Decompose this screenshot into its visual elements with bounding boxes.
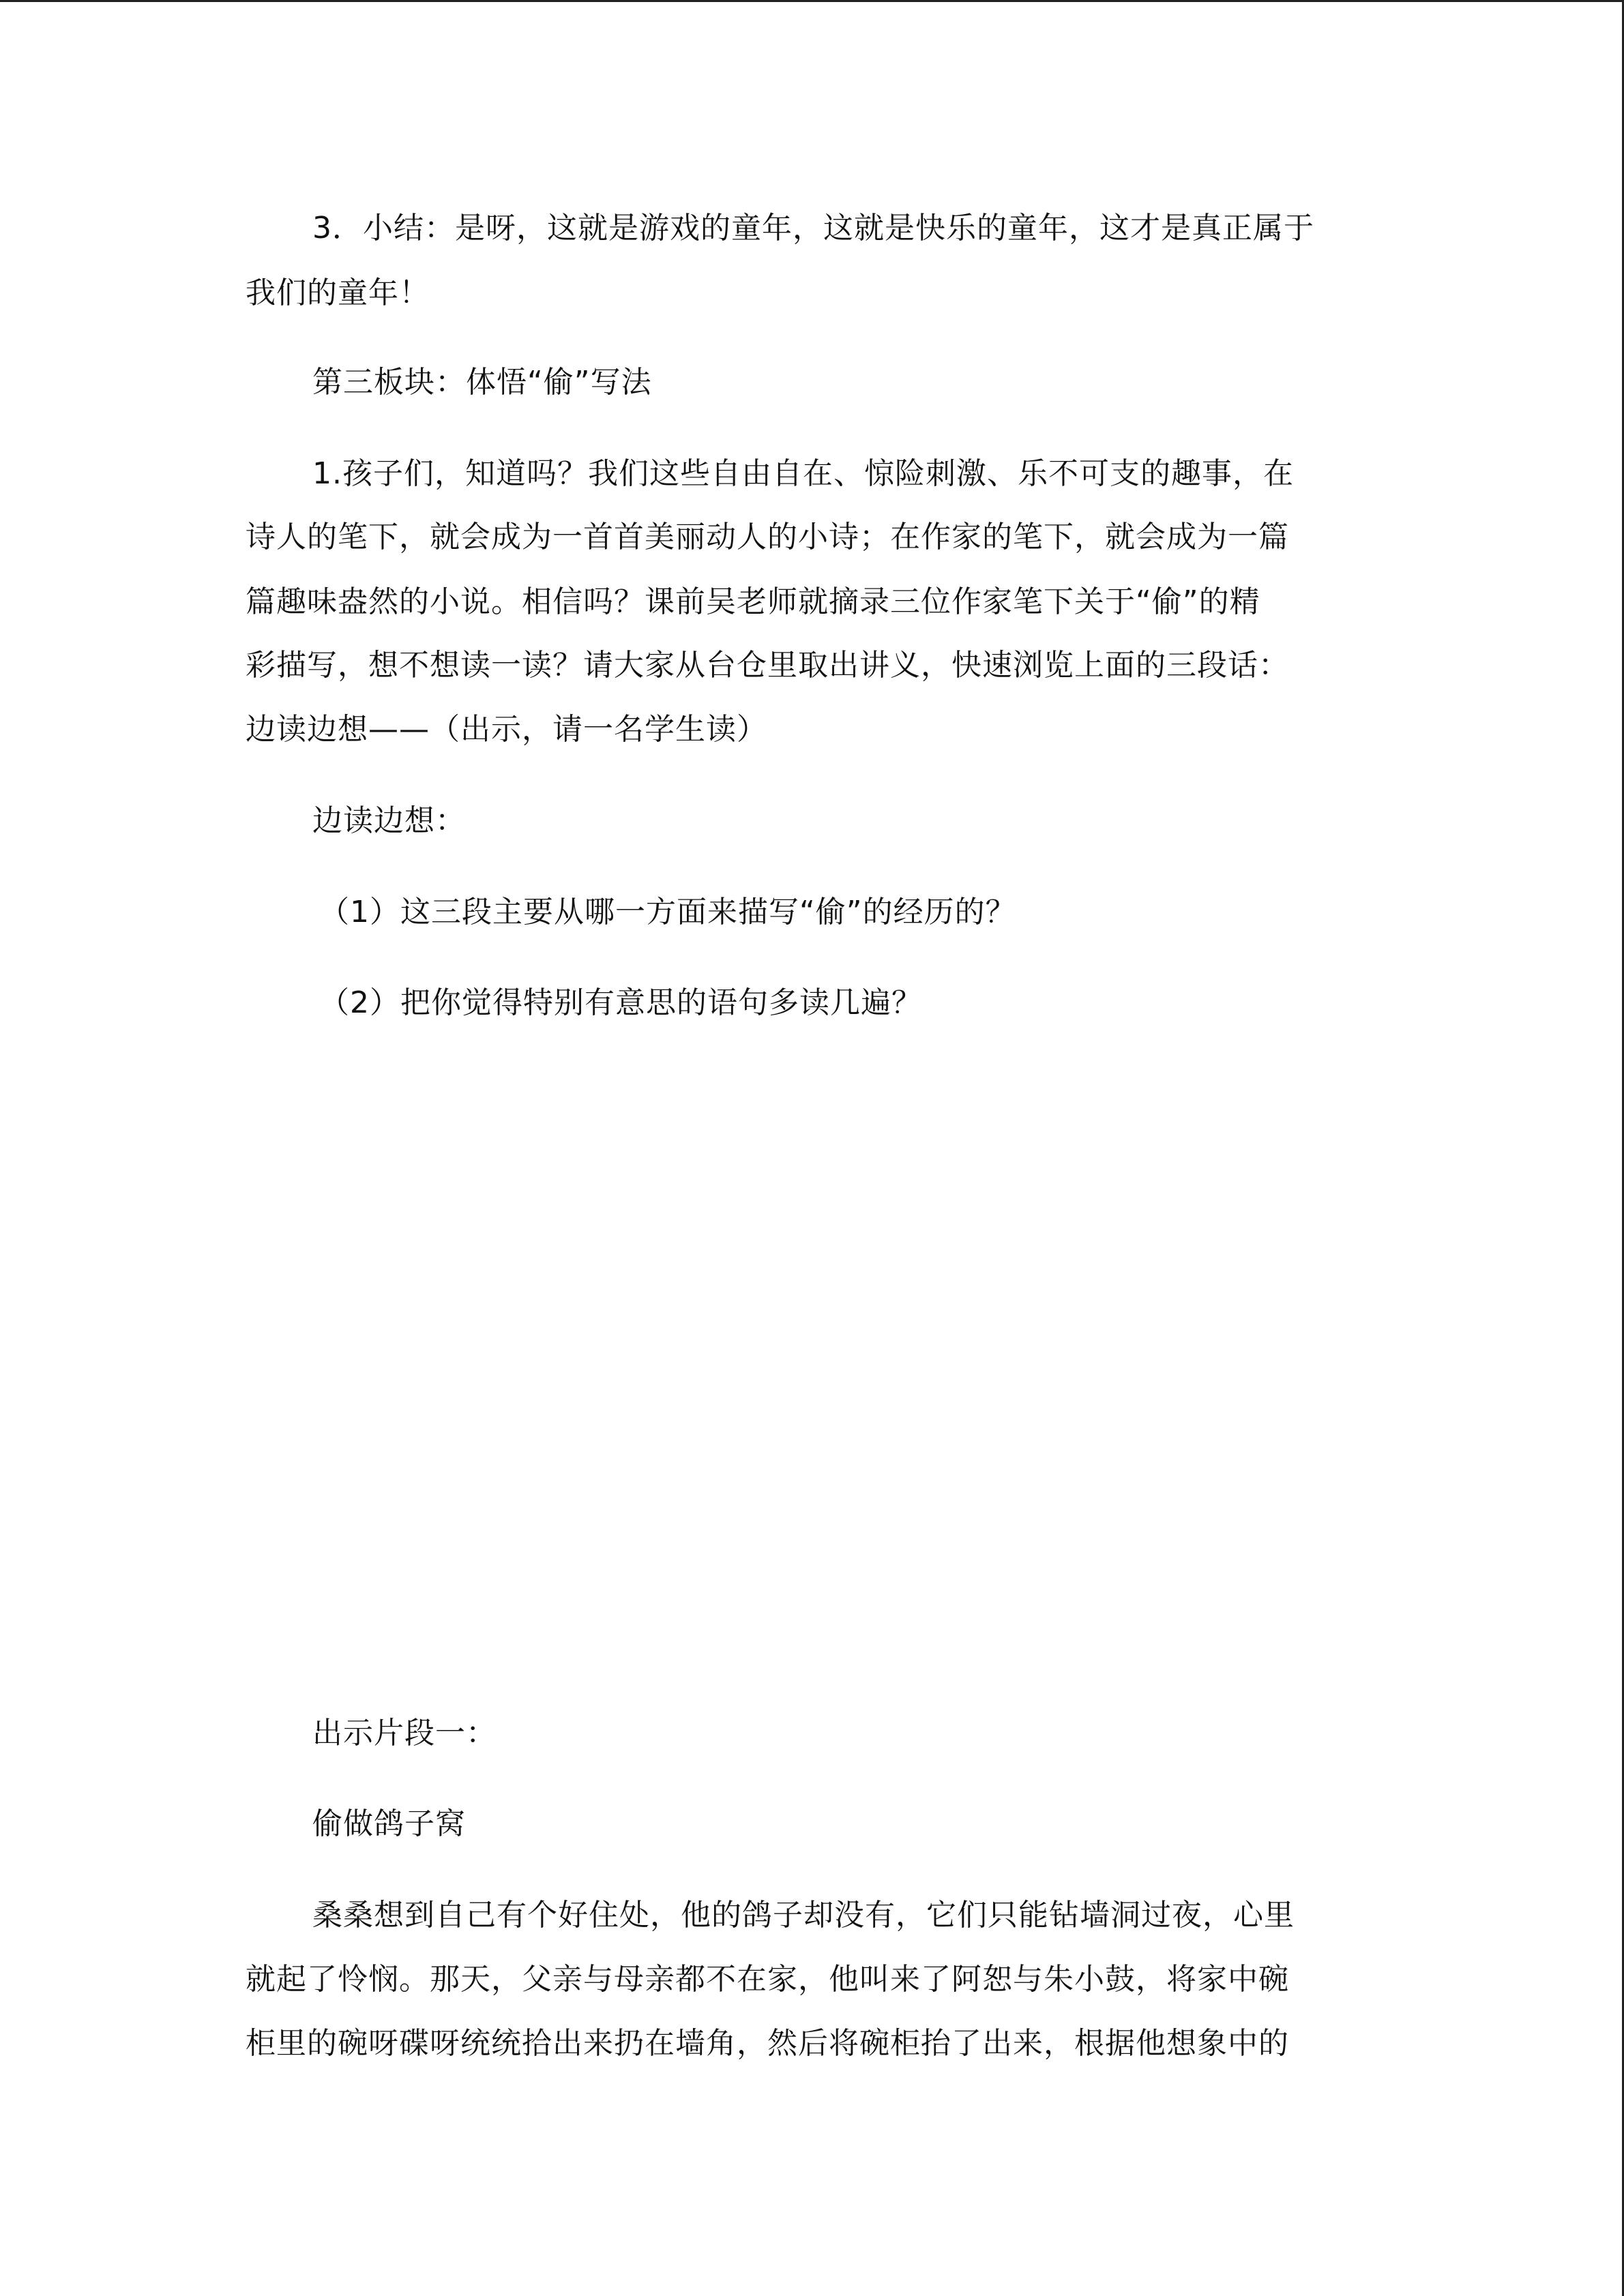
section-heading: 第三板块：体悟“偷”写法: [312, 365, 652, 400]
summary-line-1: 3．小结：是呀，这就是游戏的童年，这就是快乐的童年，这才是真正属于: [312, 211, 1314, 245]
excerpt-line-2: 就起了怜悯。那天，父亲与母亲都不在家，他叫来了阿恕与朱小鼓，将家中碗: [246, 1962, 1289, 1997]
summary-line-2: 我们的童年！: [246, 275, 430, 310]
excerpt-label: 出示片段一：: [312, 1716, 497, 1750]
para1-line-4: 彩描写，想不想读一读？请大家从台仓里取出讲义，快速浏览上面的三段话：: [246, 648, 1289, 683]
excerpt-line-3: 柜里的碗呀碟呀统统拾出来扔在墙角，然后将碗柜抬了出来，根据他想象中的: [246, 2026, 1289, 2061]
think-label: 边读边想：: [312, 803, 466, 838]
excerpt-title: 偷做鸽子窝: [312, 1806, 466, 1841]
page-border-top: [0, 0, 1624, 2]
para1-line-5: 边读边想——（出示，请一名学生读）: [246, 712, 767, 747]
para1-line-3: 篇趣味盎然的小说。相信吗？课前吴老师就摘录三位作家笔下关于“偷”的精: [246, 584, 1260, 619]
excerpt-line-1: 桑桑想到自己有个好住处，他的鸽子却没有，它们只能钻墙洞过夜，心里: [312, 1898, 1295, 1933]
question-2: （2）把你觉得特别有意思的语句多读几遍？: [319, 985, 922, 1020]
question-1: （1）这三段主要从哪一方面来描写“偷”的经历的？: [319, 895, 1016, 929]
para1-line-2: 诗人的笔下，就会成为一首首美丽动人的小诗；在作家的笔下，就会成为一篇: [246, 520, 1289, 554]
para1-line-1: 1.孩子们，知道吗？我们这些自由自在、惊险刺激、乐不可支的趣事，在: [312, 456, 1294, 491]
